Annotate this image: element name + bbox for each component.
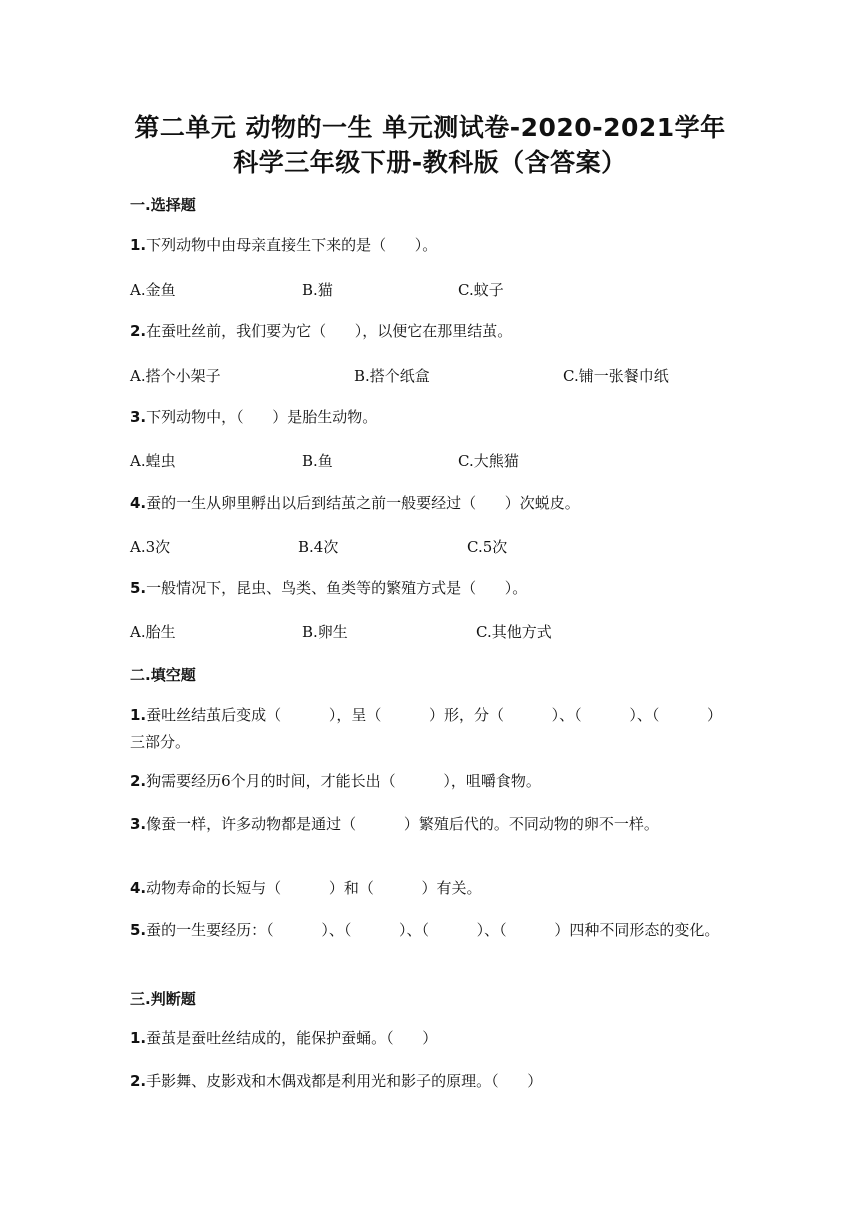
choice-4-option-b: B.4次 [298, 538, 339, 556]
fill-question-5 [130, 917, 730, 944]
question-number: 4. [130, 879, 147, 897]
question-text: 蚕吐丝结茧后变成（ ），呈（ ）形，分（ ）、（ ）、（ ）三部分。 [130, 706, 723, 751]
question-number: 1. [130, 236, 147, 254]
question-text: 像蚕一样，许多动物都是通过（ ）繁殖后代的。不同动物的卵不一样。 [146, 815, 659, 833]
choice-1-option-a: A.金鱼 [130, 281, 176, 299]
question-number: 3. [130, 815, 147, 833]
choice-question-1 [130, 232, 730, 259]
section-heading-choice: 一.选择题 [130, 196, 196, 214]
question-number: 2. [130, 772, 147, 790]
question-number: 2. [130, 322, 147, 340]
choice-2-option-b: B.搭个纸盒 [354, 367, 430, 385]
choice-3-option-a: A.蝗虫 [130, 452, 176, 470]
choice-question-2 [130, 318, 730, 345]
page-title-line-1: 第二单元 动物的一生 单元测试卷-2020-2021学年 [134, 113, 726, 142]
choice-question-5 [130, 575, 730, 602]
question-text: 动物寿命的长短与（ ）和（ ）有关。 [146, 879, 482, 897]
page-title-line-2: 科学三年级下册-教科版（含答案） [233, 148, 627, 177]
choice-2-option-a: A.搭个小架子 [130, 367, 221, 385]
choice-question-4 [130, 490, 730, 517]
question-text: 在蚕吐丝前，我们要为它（ ），以便它在那里结茧。 [146, 322, 513, 340]
fill-question-3 [130, 811, 730, 838]
choice-2-option-c: C.铺一张餐巾纸 [563, 367, 669, 385]
judge-question-2 [130, 1068, 730, 1095]
choice-1-option-b: B.猫 [302, 281, 333, 299]
question-text: 蚕的一生要经历：（ ）、（ ）、（ ）、（ ）四种不同形态的变化。 [146, 921, 720, 939]
fill-question-2 [130, 768, 730, 795]
question-number: 4. [130, 494, 147, 512]
section-heading-fill-blank: 二.填空题 [130, 666, 196, 684]
choice-5-option-a: A.胎生 [130, 623, 176, 641]
choice-4-option-c: C.5次 [467, 538, 508, 556]
choice-5-option-c: C.其他方式 [476, 623, 552, 641]
fill-question-4 [130, 875, 730, 902]
question-number: 3. [130, 408, 147, 426]
question-number: 5. [130, 579, 147, 597]
question-number: 2. [130, 1072, 147, 1090]
question-text: 下列动物中，（ ）是胎生动物。 [146, 408, 378, 426]
choice-question-3 [130, 404, 730, 431]
question-text: 一般情况下，昆虫、鸟类、鱼类等的繁殖方式是（ ）。 [146, 579, 528, 597]
choice-1-option-c: C.蚊子 [458, 281, 504, 299]
question-text: 下列动物中由母亲直接生下来的是（ ）。 [146, 236, 438, 254]
question-text: 手影舞、皮影戏和木偶戏都是利用光和影子的原理。（ ） [146, 1072, 543, 1090]
question-number: 1. [130, 706, 147, 724]
fill-question-1 [130, 702, 730, 756]
question-text: 蚕茧是蚕吐丝结成的，能保护蚕蛹。（ ） [146, 1029, 438, 1047]
judge-question-1 [130, 1025, 730, 1052]
question-number: 1. [130, 1029, 147, 1047]
choice-3-option-b: B.鱼 [302, 452, 333, 470]
choice-5-option-b: B.卵生 [302, 623, 348, 641]
question-text: 蚕的一生从卵里孵出以后到结茧之前一般要经过（ ）次蜕皮。 [146, 494, 580, 512]
question-text: 狗需要经历6个月的时间，才能长出（ ），咀嚼食物。 [146, 772, 541, 790]
choice-3-option-c: C.大熊猫 [458, 452, 519, 470]
choice-4-option-a: A.3次 [130, 538, 171, 556]
section-heading-true-false: 三.判断题 [130, 990, 196, 1008]
question-number: 5. [130, 921, 147, 939]
